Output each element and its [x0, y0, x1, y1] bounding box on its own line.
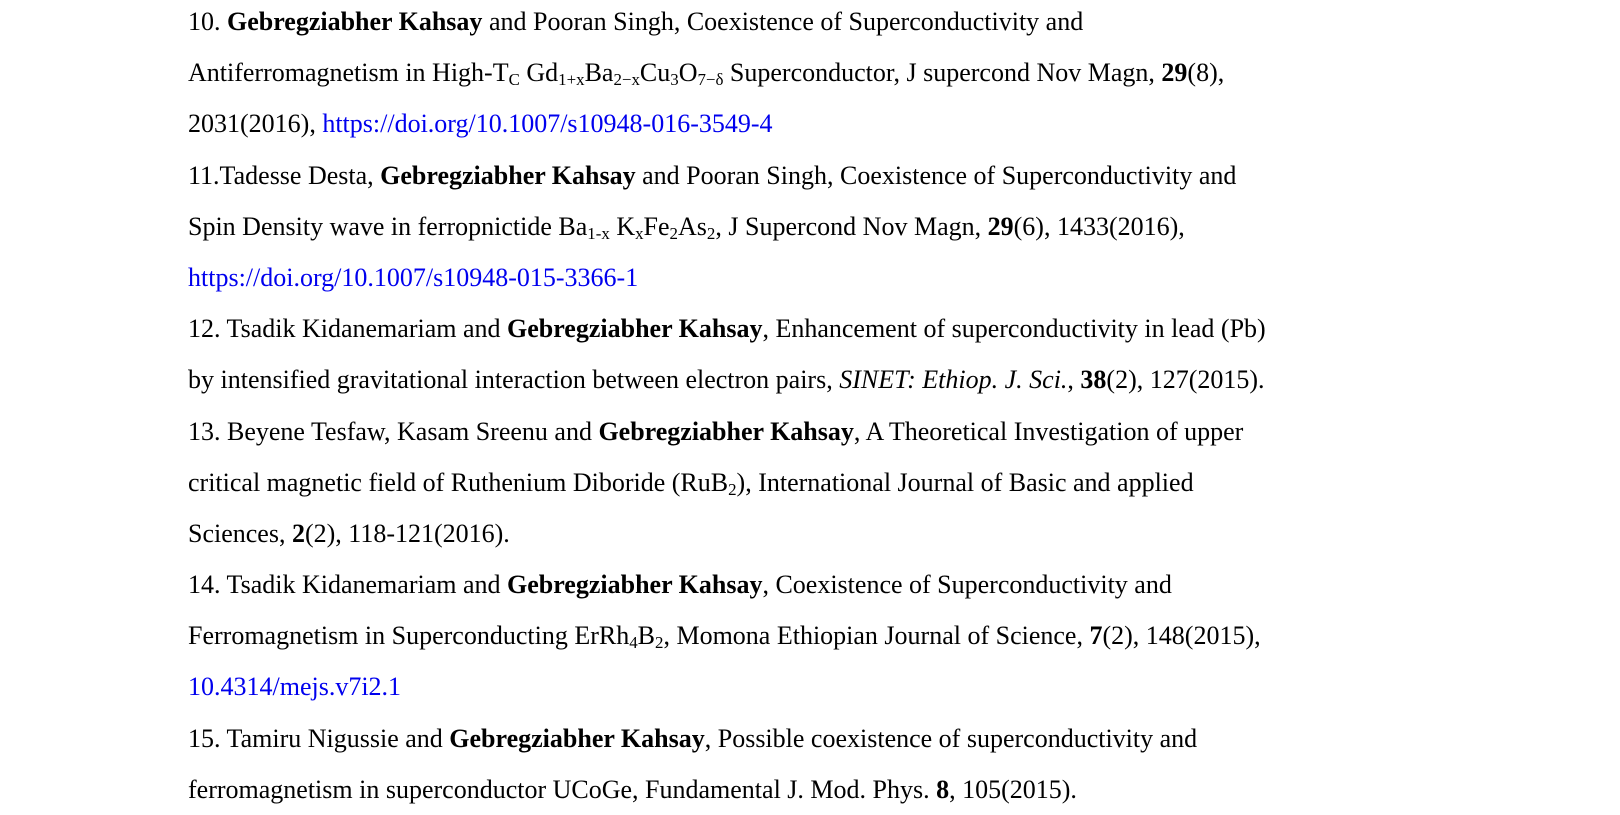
reference-line [188, 610, 1488, 661]
reference-text: (8), [1187, 58, 1225, 88]
reference-text: Cu [639, 58, 671, 88]
doi-link[interactable]: https://doi.org/10.1007/s10948-016-3549-4 [322, 109, 773, 139]
reference-number: 13. [188, 416, 221, 446]
reference-text: Tsadik Kidanemariam and [220, 314, 508, 344]
volume-number: 38 [1080, 365, 1107, 395]
author-highlight: Gebregziabher Kahsay [507, 570, 763, 600]
reference-text: As [678, 211, 707, 241]
reference-text: 2031(2016), [188, 109, 323, 139]
volume-number: 7 [1089, 621, 1103, 651]
reference-line [188, 713, 1488, 764]
reference-11 [188, 150, 1488, 304]
author-highlight: Gebregziabher Kahsay [449, 723, 705, 753]
volume-number: 2 [291, 518, 305, 548]
reference-text: and Pooran Singh, Coexistence of Superconductivity and [635, 160, 1237, 190]
reference-line [188, 457, 1488, 508]
reference-line [188, 764, 1488, 815]
subscript: 1-x [587, 223, 610, 243]
reference-text: Spin Density wave in ferropnictide Ba [188, 211, 588, 241]
reference-text: (2), 148(2015), [1102, 621, 1261, 651]
reference-line [188, 252, 1488, 303]
subscript: 2 [655, 633, 664, 653]
reference-line [188, 47, 1488, 98]
reference-text: O [678, 58, 698, 88]
reference-number: 11. [188, 160, 220, 190]
reference-text: , Enhancement of superconductivity in lead (Pb) [762, 314, 1266, 344]
reference-text: , Coexistence of Superconductivity and [762, 570, 1172, 600]
reference-text: Sciences, [188, 518, 292, 548]
reference-text: ), International Journal of Basic and applied [736, 467, 1194, 497]
reference-line [188, 0, 1488, 47]
subscript: 2−x [613, 70, 640, 90]
reference-text: Antiferromagnetism in High-T [188, 58, 509, 88]
reference-text: , A Theoretical Investigation of upper [853, 416, 1244, 446]
reference-text: Superconductor, J supercond Nov Magn, [723, 58, 1162, 88]
subscript: C [508, 70, 520, 90]
reference-13 [188, 406, 1488, 560]
reference-text: (2), 127(2015). [1106, 365, 1265, 395]
reference-text: Tamiru Nigussie and [220, 723, 450, 753]
reference-text: K [609, 211, 636, 241]
reference-text: ferromagnetism in superconductor UCoGe, Fundamental J. Mod. Phys. [188, 774, 937, 804]
reference-line [188, 303, 1488, 354]
journal-name: SINET: Ethiop. J. Sci. [839, 365, 1068, 395]
reference-line [188, 406, 1488, 457]
reference-number: 15. [188, 723, 221, 753]
reference-text: Tadesse Desta, [219, 160, 381, 190]
reference-line [188, 661, 1488, 712]
reference-text: Beyene Tesfaw, Kasam Sreenu and [220, 416, 599, 446]
reference-number: 14. [188, 570, 221, 600]
subscript: 2 [728, 479, 737, 499]
reference-text: B [637, 621, 655, 651]
author-highlight: Gebregziabher Kahsay [380, 160, 636, 190]
reference-10 [188, 0, 1488, 150]
doi-link[interactable]: https://doi.org/10.1007/s10948-015-3366-1 [188, 262, 639, 292]
reference-14 [188, 559, 1488, 713]
reference-text: , [1067, 365, 1081, 395]
reference-text: and Pooran Singh, Coexistence of Superconductivity and [482, 7, 1084, 36]
volume-number: 29 [987, 211, 1014, 241]
reference-text: Ferromagnetism in Superconducting ErRh [188, 621, 630, 651]
reference-text: (2), 118-121(2016). [304, 518, 510, 548]
reference-line [188, 201, 1488, 252]
subscript: x [635, 223, 644, 243]
reference-text: , 105(2015). [949, 774, 1077, 804]
reference-text: , Possible coexistence of superconductivity and [704, 723, 1198, 753]
volume-number: 8 [936, 774, 950, 804]
reference-text: critical magnetic field of Ruthenium Diboride (RuB [188, 467, 729, 497]
doi-link[interactable]: 10.4314/mejs.v7i2.1 [188, 672, 402, 702]
subscript: 2 [669, 223, 678, 243]
reference-12 [188, 303, 1488, 405]
reference-line [188, 559, 1488, 610]
reference-text: , Momona Ethiopian Journal of Science, [663, 621, 1090, 651]
author-highlight: Gebregziabher Kahsay [507, 314, 763, 344]
reference-line [188, 98, 1488, 149]
reference-number: 12. [188, 314, 221, 344]
reference-line [188, 150, 1488, 201]
subscript: 7−δ [697, 70, 724, 90]
reference-text: by intensified gravitational interaction between electron pairs, [188, 365, 840, 395]
subscript: 4 [629, 633, 638, 653]
author-highlight: Gebregziabher Kahsay [227, 7, 483, 36]
reference-text: Fe [643, 211, 670, 241]
volume-number: 29 [1161, 58, 1188, 88]
author-highlight: Gebregziabher Kahsay [598, 416, 854, 446]
reference-text: Gd [519, 58, 559, 88]
reference-line [188, 508, 1488, 559]
reference-text: Tsadik Kidanemariam and [220, 570, 508, 600]
reference-text: (6), 1433(2016), [1013, 211, 1185, 241]
reference-15 [188, 713, 1488, 815]
reference-list [188, 0, 1488, 815]
reference-text: , J Supercond Nov Magn, [715, 211, 988, 241]
subscript: 2 [706, 223, 716, 243]
subscript: 1+x [558, 70, 585, 90]
reference-text: Ba [584, 58, 614, 88]
reference-line [188, 354, 1488, 405]
subscript: 3 [670, 70, 679, 90]
reference-number: 10. [188, 7, 221, 36]
